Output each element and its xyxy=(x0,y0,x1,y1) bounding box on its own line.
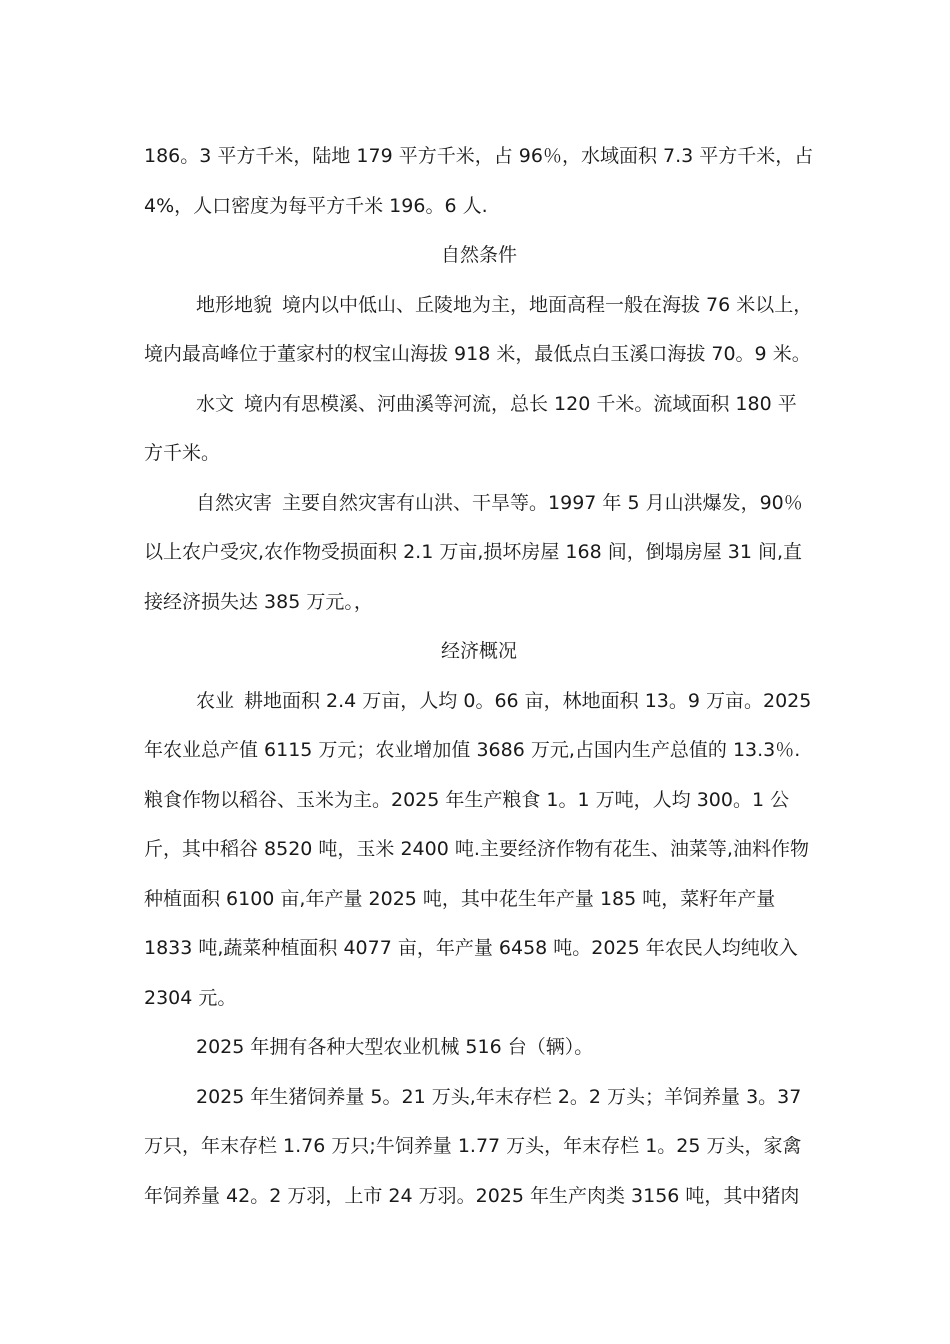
paragraph-terrain xyxy=(144,281,814,380)
document-body xyxy=(144,132,814,1221)
paragraph-livestock: 2025 年生猪饲养量 5。21 万头,年末存栏 2。2 万头；羊饲养量 3。37 万只，年末存栏 1.76 万只;牛饲养量 1.77 万头，年末存栏 1。25 万头，家禽年饲养量 42。2 万羽，上市 24 万羽。2025 年生产肉类 3156 吨，其中猪肉 xyxy=(144,1085,802,1207)
terrain-text: 境内以中低山、丘陵地为主，地面高程一般在海拔 76 米以上，境内最高峰位于董家村的杈宝山海拔 918 米，最低点白玉溪口海拔 70。9 米。 xyxy=(144,293,813,365)
agriculture-label: 农业 xyxy=(196,689,235,712)
disasters-text: 主要自然灾害有山洪、干旱等。1997 年 5 月山洪爆发，90％以上农户受灾,农作物受损面积 2.1 万亩,损坏房屋 168 间，倒塌房屋 31 间,直接经济损失达 385 万元。， xyxy=(144,491,803,613)
paragraph-natural-disasters xyxy=(144,479,814,628)
section-heading-economic-overview: 经济概况 xyxy=(440,640,517,662)
disasters-label: 自然灾害 xyxy=(196,491,273,514)
paragraph-agriculture xyxy=(144,677,814,1024)
hydrology-label: 水文 xyxy=(196,392,235,415)
section-heading-natural-conditions: 自然条件 xyxy=(440,244,517,266)
agriculture-text: 耕地面积 2.4 万亩，人均 0。66 亩，林地面积 13。9 万亩。2025 年农业总产值 6115 万元；农业增加值 3686 万元,占国内生产总值的 13.3％.粮食作物以稻谷、玉米为主。2025 年生产粮食 1。1 万吨，人均 300。1 公斤，其中稻谷 8520 吨，玉米 2400 吨.主要经济作物有花生、油菜等,油料作物种植面积 6100 亩,年产量 2025 吨，其中花生年产量 185 吨，菜籽年产量 1833 吨,蔬菜种植面积 4077 亩，年产量 6458 吨。2025 年农民人均纯收入 2304 元。 xyxy=(144,689,812,1009)
paragraph-area-population: 186。3 平方千米，陆地 179 平方千米，占 96％，水域面积 7.3 平方千米，占 4%，人口密度为每平方千米 196。6 人. xyxy=(144,145,814,217)
paragraph-machinery: 2025 年拥有各种大型农业机械 516 台（辆）。 xyxy=(196,1036,594,1058)
terrain-label: 地形地貌 xyxy=(196,293,273,316)
hydrology-text: 境内有思模溪、河曲溪等河流，总长 120 千米。流域面积 180 平方千米。 xyxy=(144,392,797,464)
paragraph-hydrology xyxy=(144,380,814,479)
